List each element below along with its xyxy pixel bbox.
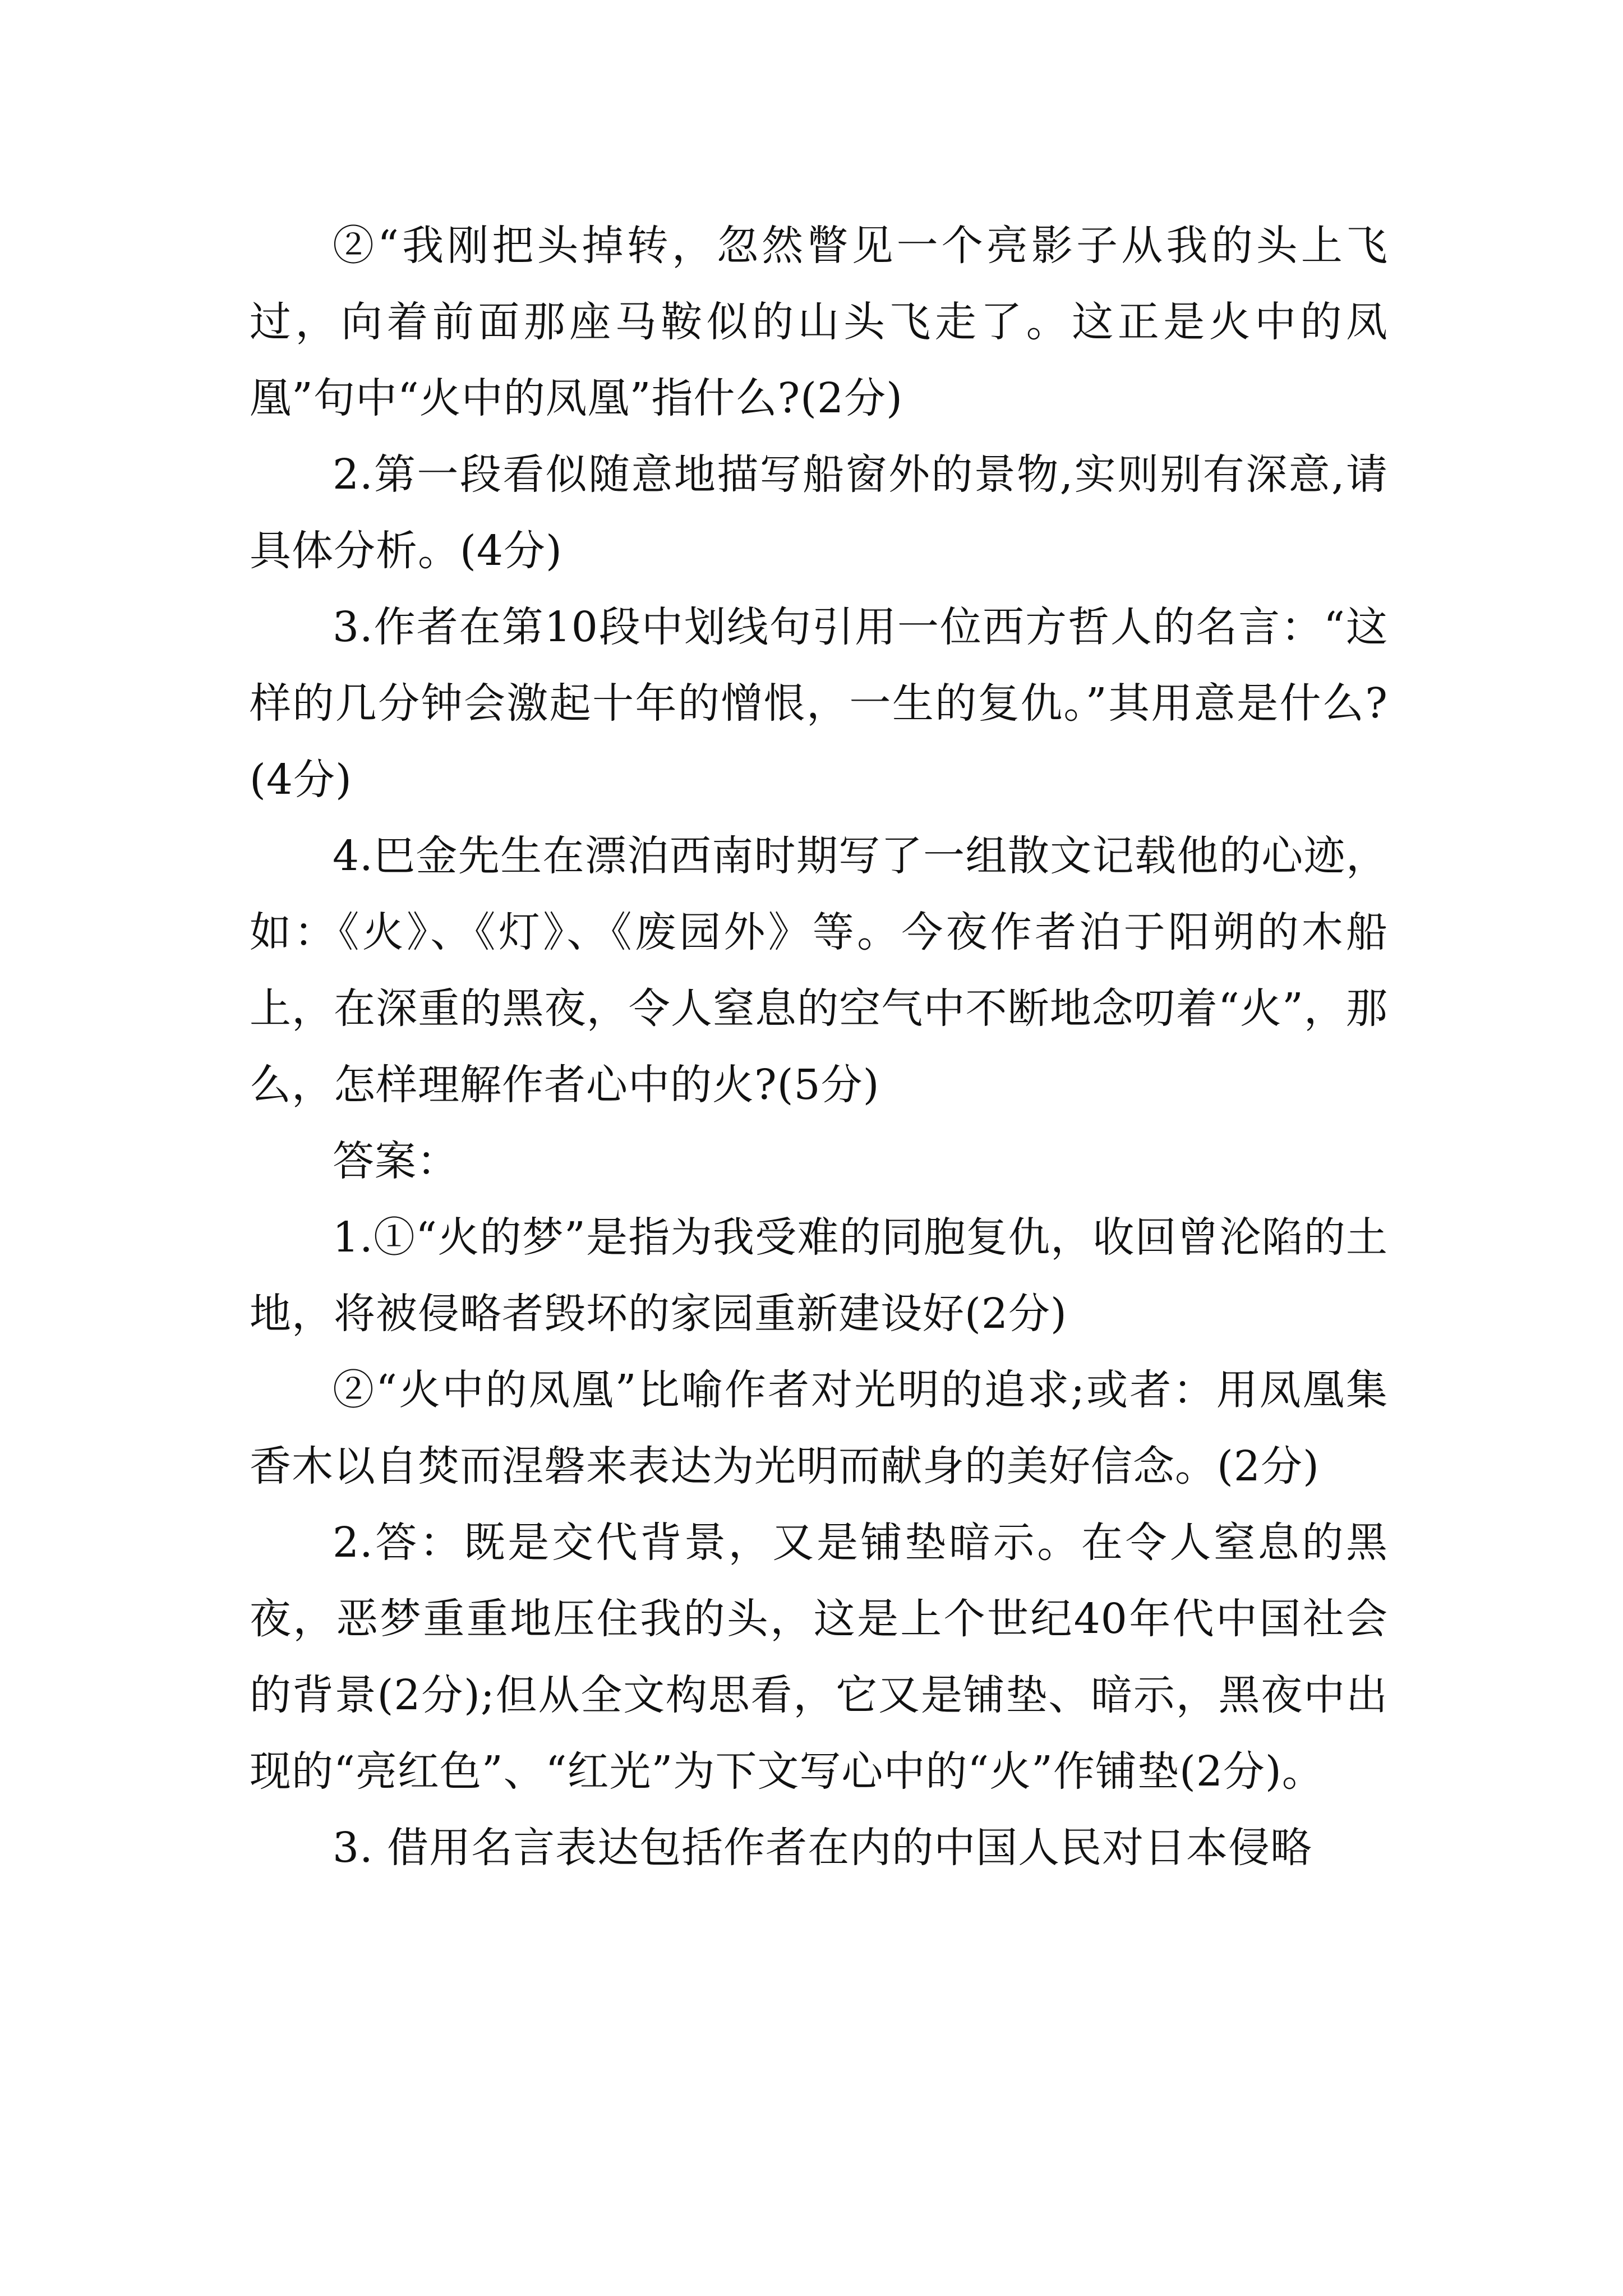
question-4: 4.巴金先生在漂泊西南时期写了一组散文记载他的心迹，如：《火》、《灯》、《废园外》等。今夜作者泊于阳朔的木船上，在深重的黑夜，令人窒息的空气中不断地念叨着“火”，那么，怎样理解作者心中的火?(5分) [250, 832, 1388, 1109]
document-body [250, 208, 1388, 1886]
question-2: 2.第一段看似随意地描写船窗外的景物,实则别有深意,请具体分析。(4分) [250, 450, 1388, 575]
answer-1-part-1: 1.①“火的梦”是指为我受难的同胞复仇，收回曾沦陷的土地，将被侵略者毁坏的家园重新建设好(2分) [250, 1213, 1388, 1338]
answer-2: 2.答：既是交代背景，又是铺垫暗示。在令人窒息的黑夜，恶梦重重地压住我的头，这是上个世纪40年代中国社会的背景(2分);但从全文构思看，它又是铺垫、暗示，黑夜中出现的“亮红色”、“红光”为下文写心中的“火”作铺垫(2分)。 [250, 1519, 1388, 1796]
answer-3: 3. 借用名言表达包括作者在内的中国人民对日本侵略 [333, 1824, 1313, 1872]
question-1-part-2: ②“我刚把头掉转，忽然瞥见一个亮影子从我的头上飞过，向着前面那座马鞍似的山头飞走了。这正是火中的凤凰”句中“火中的凤凰”指什么?(2分) [250, 222, 1388, 422]
answer-heading: 答案： [333, 1137, 459, 1185]
answer-1-part-2: ②“火中的凤凰”比喻作者对光明的追求;或者：用凤凰集香木以自焚而涅磐来表达为光明而献身的美好信念。(2分) [250, 1366, 1388, 1490]
question-3: 3.作者在第10段中划线句引用一位西方哲人的名言：“这样的几分钟会激起十年的憎恨，一生的复仇。”其用意是什么?(4分) [250, 603, 1388, 804]
